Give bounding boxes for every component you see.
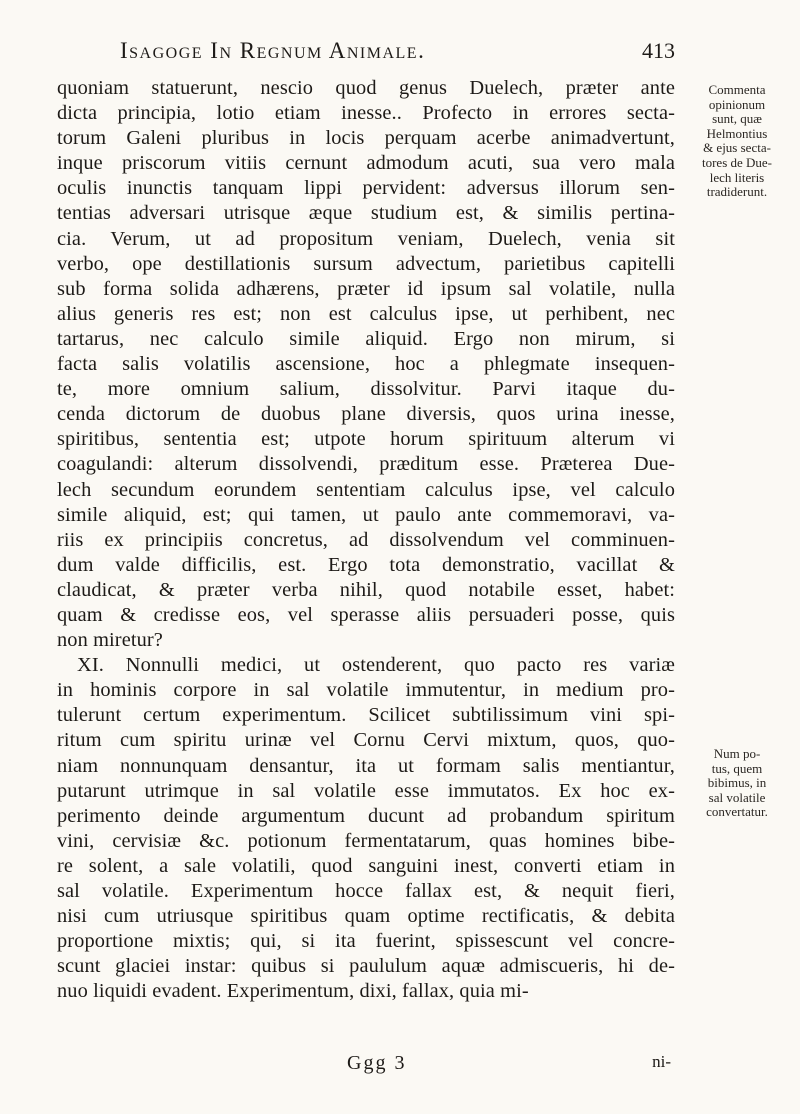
- text-line: vini, cervisiæ &c. potionum fermentatarum, quas homines bibe-: [57, 829, 675, 852]
- text-line: te, more omnium salium, dissolvitur. Parvi itaque du-: [57, 378, 675, 401]
- text-line: torum Galeni pluribus in locis perquam acerbe animadvertunt,: [57, 127, 675, 150]
- text-line: scunt glaciei instar: quibus si paululum aquæ admiscueris, hi de-: [57, 955, 675, 978]
- margin-note-line: bibimus, in: [707, 775, 767, 791]
- margin-note-num-potus: [682, 747, 792, 820]
- text-line: tartarus, nec calculo simile aliquid. Ergo non mirum, si: [57, 327, 675, 350]
- margin-note-line: sunt, quæ: [712, 111, 762, 127]
- margin-note-line: Num po-: [713, 746, 761, 761]
- margin-note-line: & ejus secta-: [703, 140, 771, 156]
- text-line: in hominis corpore in sal volatile immutentur, in medium pro-: [57, 679, 675, 702]
- page-number: 413: [642, 38, 675, 63]
- margin-note-line: convertatur.: [706, 804, 768, 820]
- page-footer: [57, 1052, 675, 1078]
- running-header: [120, 38, 675, 68]
- text-line: cenda dictorum de duobus plane diversis, quos urina inesse,: [57, 403, 675, 426]
- text-line: simile aliquid, est; qui tamen, ut paulo ante commemoravi, va-: [57, 503, 675, 526]
- catchword: ni-: [652, 1052, 671, 1071]
- text-line: XI. Nonnulli medici, ut ostenderent, quo pacto res variæ: [77, 654, 675, 677]
- text-line: tentias adversari utrisque æque studium est, & similis pertina-: [57, 202, 675, 225]
- text-line: ritum cum spiritu urinæ vel Cornu Cervi mixtum, quos, quo-: [57, 729, 675, 752]
- text-line: dicta principia, lotio etiam inesse.. Profecto in errores secta-: [57, 102, 675, 125]
- text-line: nuo liquidi evadent. Experimentum, dixi, fallax, quia mi-: [57, 980, 529, 1003]
- text-line: oculis inunctis tanquam lippi pervident: adversus illorum sen-: [57, 177, 675, 200]
- text-line: proportione mixtis; qui, si ita fuerint, spissescunt vel concre-: [57, 930, 675, 953]
- text-line: nisi cum utriusque spiritibus quam optime rectificatis, & debita: [57, 905, 675, 928]
- text-line: verbo, ope destillationis sursum advectum, parietibus capitelli: [57, 252, 675, 275]
- text-line: sub forma solida adhærens, præter id ipsum sal volatile, nulla: [57, 277, 675, 300]
- text-line: sal volatile. Experimentum hocce fallax est, & nequit fieri,: [57, 880, 675, 902]
- text-line: tulerunt certum experimentum. Scilicet subtilissimum vini spi-: [57, 704, 675, 727]
- text-line: re solent, a sale volatili, quod sanguini inest, converti etiam in: [57, 854, 675, 877]
- text-line: quam & credisse eos, vel sperasse aliis persuaderi posse, quis: [57, 603, 675, 626]
- margin-note-line: opinionum: [708, 96, 766, 112]
- margin-note-line: lech literis: [709, 169, 765, 185]
- margin-note-line: tores de Due-: [701, 154, 773, 170]
- text-line: perimento deinde argumentum ducunt ad probandum spiritum: [57, 804, 675, 827]
- text-line: dum valde difficilis, est. Ergo tota demonstratio, vacillat &: [57, 553, 675, 576]
- running-title: Isagoge In Regnum Animale.: [120, 38, 426, 63]
- margin-note-line: tradiderunt.: [706, 184, 768, 200]
- text-line: quoniam statuerunt, nescio quod genus Duelech, præter ante: [57, 77, 675, 99]
- text-line: spiritibus, sententia est; utpote horum spirituum alterum vi: [57, 428, 675, 451]
- margin-note-line: Commenta: [708, 82, 766, 97]
- text-line: non miretur?: [57, 629, 163, 652]
- margin-note-line: tus, quem: [711, 760, 763, 776]
- signature-mark: Ggg 3: [347, 1052, 407, 1074]
- text-line: facta salis volatilis ascensione, hoc a phlegmate insequen-: [57, 353, 675, 376]
- text-line: lech secundum eorundem sententiam calculus ipse, vel calculo: [57, 478, 675, 501]
- text-line: niam nonnunquam densantur, ita ut formam salis mentiantur,: [57, 754, 675, 777]
- margin-note-line: sal volatile: [708, 789, 766, 805]
- body-text: [57, 76, 675, 1004]
- text-line: coagulandi: alterum dissolvendi, præditum esse. Præterea Due-: [57, 453, 675, 476]
- text-line: inque priscorum vitiis cernunt admodum acuti, sua vero mala: [57, 152, 675, 175]
- text-line: cia. Verum, ut ad propositum veniam, Duelech, venia sit: [57, 227, 675, 250]
- text-line: riis ex principiis concretus, ad dissolvendum vel comminuen-: [57, 528, 675, 551]
- margin-note-line: Helmontius: [706, 125, 768, 141]
- text-line: alius generis res est; non est calculus ipse, ut perhibent, nec: [57, 302, 675, 325]
- text-line: claudicat, & præter verba nihil, quod notabile esset, habet:: [57, 578, 675, 601]
- margin-note-commenta: [682, 83, 792, 200]
- text-line: putarunt utrimque in sal volatile esse immutatos. Ex hoc ex-: [57, 779, 675, 802]
